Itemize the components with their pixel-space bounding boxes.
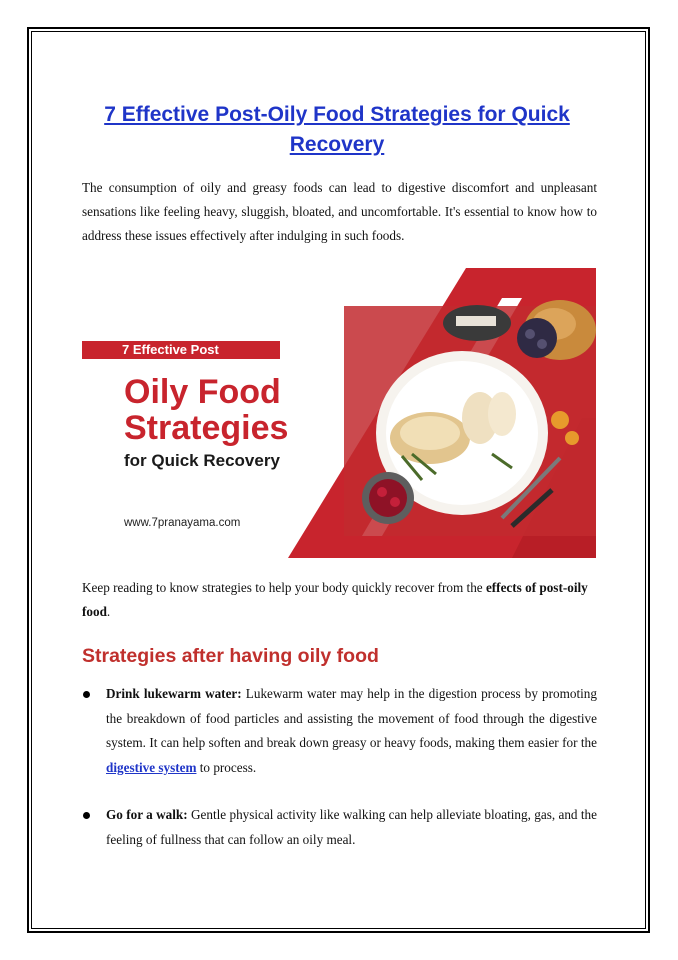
bullet-dot [83,691,90,698]
bullet-lead: Go for a walk: [106,807,188,822]
reading-paragraph [82,576,597,624]
banner-tag-text: 7 Effective Post [122,342,219,357]
banner-subheadline: for Quick Recovery [124,451,280,470]
banner-website-url: www.7pranayama.com [124,517,241,529]
reading-bold-phrase: effects of post-oily food [82,580,588,619]
feature-banner-image [82,268,596,558]
roast-slice [488,392,516,436]
banner-headline [124,374,288,446]
roast-highlight [400,416,460,450]
list-item [82,803,597,852]
bullet-dot [83,812,90,819]
pastry [456,316,496,326]
banner-headline-line1: Oily Food [124,373,281,411]
strategy-list [82,682,597,875]
list-item [82,682,597,780]
bullet-lead: Drink lukewarm water: [106,686,242,701]
reading-end: . [106,604,111,619]
olive-bowl [517,318,557,358]
reading-text: Keep reading to know strategies to help your body quickly recover from the [82,580,486,595]
digestive-system-link[interactable]: digestive system [106,759,197,775]
bullet-text: Lukewarm water may help in the digestion process by promoting the breakdown of food particles and assisting the movement of food through the digestive system. It can help soften and break down greasy or heavy foods, making them easier for the [106,686,597,750]
bullet-text-end: to process. [196,759,257,775]
article-title[interactable]: 7 Effective Post-Oily Food Strategies for Quick Recovery [104,103,570,156]
intro-paragraph: The consumption of oily and greasy foods can lead to digestive discomfort and unpleasant sensations like feeling heavy, sluggish, bloated, and uncomfortable. It's essential to know how to address these issues effectively after indulging in such foods. [82,180,597,243]
banner-headline-line2: Strategies [124,409,289,447]
orange-slice [551,411,569,429]
bullet-text: Gentle physical activity like walking can help alleviate bloating, gas, and the feeling of fullness that can follow an oily meal. [106,807,597,847]
section-heading: Strategies after having oily food [82,645,379,667]
